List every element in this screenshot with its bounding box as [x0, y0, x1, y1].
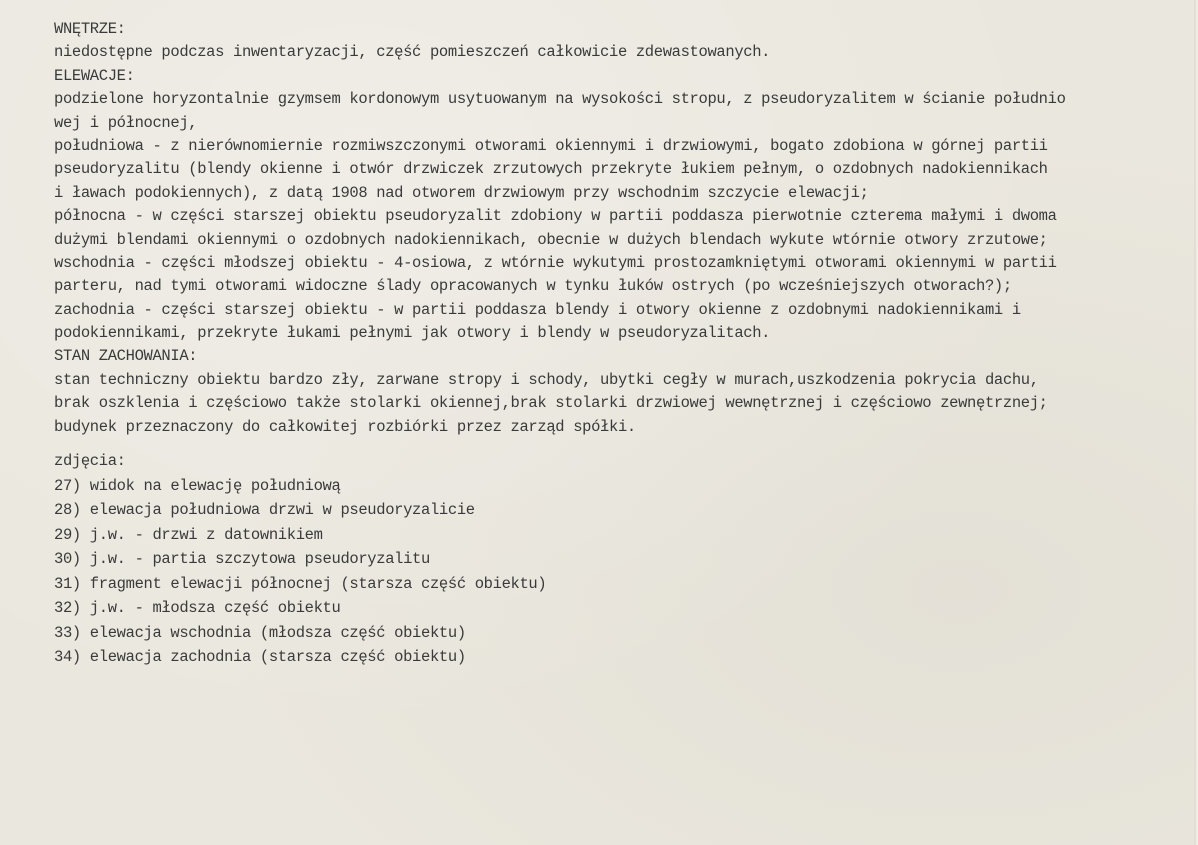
text-line: północna - w części starszej obiektu pseudoryzalit zdobiony w partii poddasza pierwotnie czterema małymi i dwoma — [54, 207, 1057, 226]
section-heading-elevations: ELEWACJE: — [54, 66, 135, 85]
typed-text-block — [54, 18, 1194, 670]
text-line: parteru, nad tymi otworami widoczne ślady opracowanych w tynku łuków ostrych (po wcześniejszych otworach?); — [54, 277, 1012, 296]
text-line: dużymi blendami okiennymi o ozdobnych nadokiennikach, obecnie w dużych blendach wykute wtórnie otwory zrzutowe; — [54, 230, 1048, 249]
photo-list-item: 31) fragment elewacji północnej (starsza część obiektu) — [54, 574, 547, 593]
text-line: budynek przeznaczony do całkowitej rozbiórki przez zarząd spółki. — [54, 417, 636, 436]
text-line: i ławach podokiennych), z datą 1908 nad otworem drzwiowym przy wschodnim szczycie elewacji; — [54, 183, 869, 202]
photo-list-item: 32) j.w. - młodsza część obiektu — [54, 599, 341, 618]
text-line: podokiennikami, przekryte łukami pełnymi jak otwory i blendy w pseudoryzalitach. — [54, 324, 771, 343]
text-line: wschodnia - części młodszej obiektu - 4-osiowa, z wtórnie wykutymi prostozamkniętymi otworami okiennymi w partii — [54, 253, 1057, 272]
text-line: pseudoryzalitu (blendy okienne i otwór drzwiczek zrzutowych przekryte łukiem pełnym, o ozdobnych nadokiennikach — [54, 160, 1048, 179]
paper-edge — [1194, 0, 1198, 845]
photo-list-item: 33) elewacja wschodnia (młodsza część obiektu) — [54, 623, 466, 642]
section-heading-condition: STAN ZACHOWANIA: — [54, 347, 198, 366]
photo-list-item: 27) widok na elewację południową — [54, 476, 341, 495]
photo-list-item: 30) j.w. - partia szczytowa pseudoryzalitu — [54, 550, 430, 569]
text-line: stan techniczny obiektu bardzo zły, zarwane stropy i schody, ubytki cegły w murach,uszkodzenia pokrycia dachu, — [54, 370, 1039, 389]
text-line: wej i północnej, — [54, 113, 198, 132]
text-line: podzielone horyzontalnie gzymsem kordonowym usytuowanym na wysokości stropu, z pseudoryzalitem w ścianie południo — [54, 90, 1066, 109]
text-line: niedostępne podczas inwentaryzacji, część pomieszczeń całkowicie zdewastowanych. — [54, 43, 771, 62]
text-line: zachodnia - części starszej obiektu - w partii poddasza blendy i otwory okienne z ozdobnymi nadokiennikami i — [54, 300, 1021, 319]
photo-list-item: 34) elewacja zachodnia (starsza część obiektu) — [54, 648, 466, 667]
paragraph-gap — [54, 439, 1194, 449]
photo-list-item: 29) j.w. - drzwi z datownikiem — [54, 525, 323, 544]
photos-heading: zdjęcia: — [54, 452, 126, 471]
section-heading-interior: WNĘTRZE: — [54, 20, 126, 38]
photo-list-item: 28) elewacja południowa drzwi w pseudoryzalicie — [54, 501, 475, 520]
text-line: brak oszklenia i częściowo także stolarki okiennej,brak stolarki drzwiowej wewnętrznej i częściowo zewnętrznej; — [54, 394, 1048, 413]
text-line: południowa - z nierównomiernie rozmiwszczonymi otworami okiennymi i drzwiowymi, bogato zdobiona w górnej partii — [54, 136, 1048, 155]
